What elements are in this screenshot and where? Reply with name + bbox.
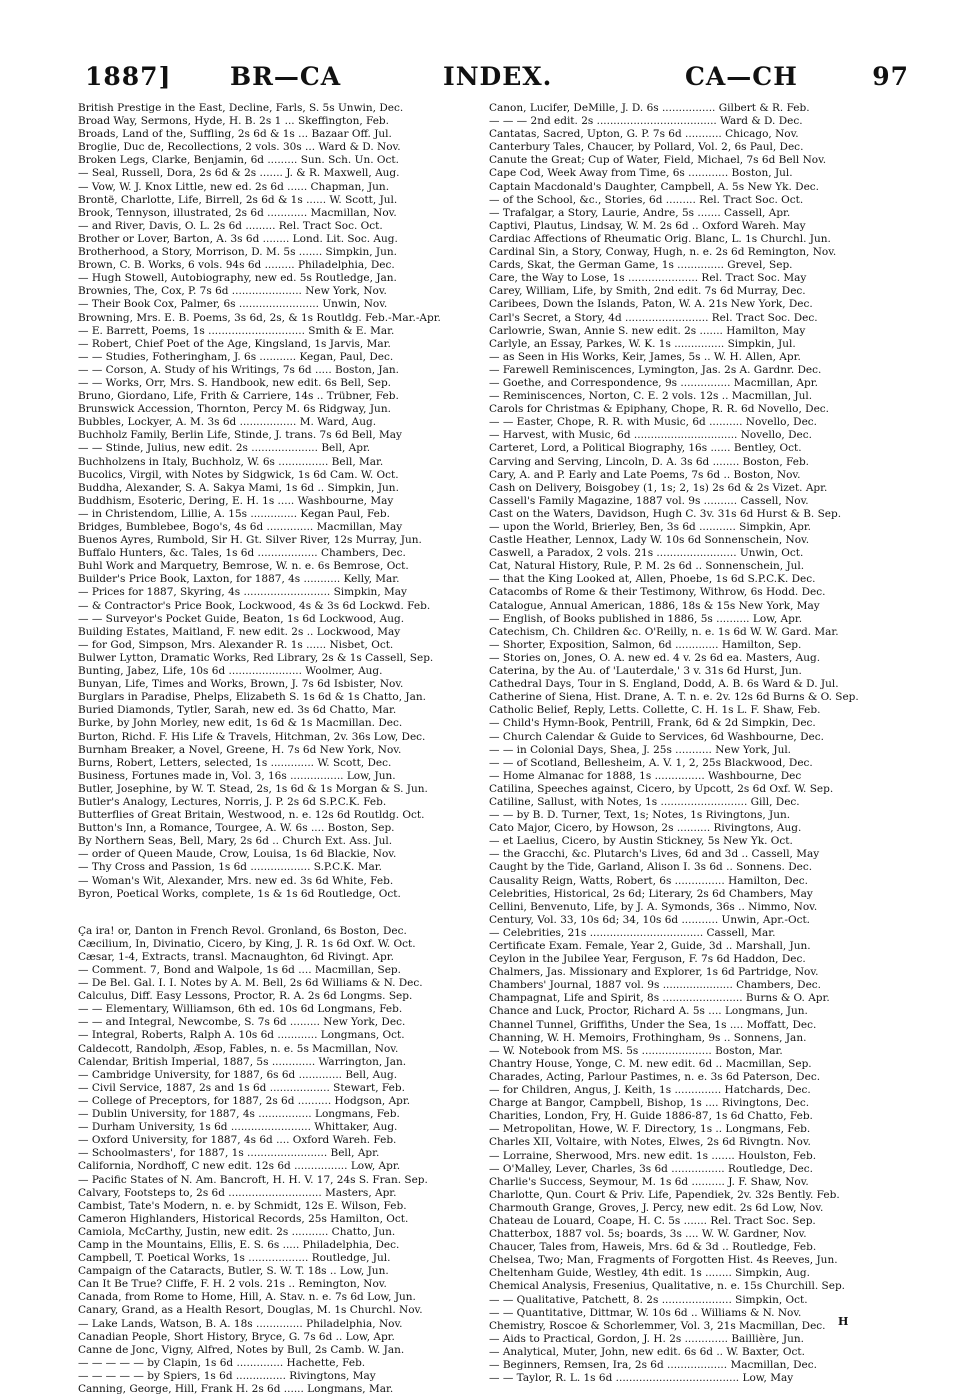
index-entry: Buchholzens in Italy, Buchholz, W. 6s ............... Bell, Mar. xyxy=(78,455,384,468)
index-entry: Builder's Price Book, Laxton, for 1887, 4s ........... Kelly, Mar. xyxy=(78,573,400,586)
left-column xyxy=(78,102,486,1396)
index-entry: — — by B. D. Turner, Text, 1s; Notes, 1s Rivingtons, Jun. xyxy=(489,809,791,822)
index-entry: — Woman's Wit, Alexander, Mrs. new ed. 3s 6d White, Feb. xyxy=(78,874,394,887)
index-entry: — W. Notebook from MS. 5s ..................... Boston, Mar. xyxy=(489,1044,783,1057)
index-entry: Charles XII, Voltaire, with Notes, Elwes, 2s 6d Rivngtn. Nov. xyxy=(489,1136,811,1149)
index-entry: Buddha, Alexander, S. A. Sakya Mami, 1s 6d .. Simpkin, Jun. xyxy=(78,481,399,494)
index-entry: Brontë, Charlotte, Life, Birrell, 2s 6d & 1s ...... W. Scott, Jul. xyxy=(78,193,398,206)
index-entry: Brother or Lover, Barton, A. 3s 6d ........ Lond. Lit. Soc. Aug. xyxy=(78,232,398,245)
index-entry: Century, Vol. 33, 10s 6d; 34, 10s 6d ........... Unwin, Apr.-Oct. xyxy=(489,913,811,926)
index-entry: — E. Barrett, Poems, 1s ............................. Smith & E. Mar. xyxy=(78,324,395,337)
index-entry: — Metropolitan, Howe, W. F. Directory, 1s .. Longmans, Feb. xyxy=(489,1123,811,1136)
index-entry: — Beginners, Remsen, Ira, 2s 6d .................. Macmillan, Dec. xyxy=(489,1359,817,1371)
index-entry: Burnham Breaker, a Novel, Greene, H. 7s 6d New York, Nov. xyxy=(78,743,402,756)
index-entry: Brotherhood, a Story, Morrison, D. M. 5s ....... Simpkin, Jun. xyxy=(78,246,397,259)
index-entry: Cheltenham Guide, Westley, 4th edit. 1s ........ Simpkin, Aug. xyxy=(489,1267,810,1280)
index-entry: Carl's Secret, a Story, 4d ......................... Rel. Tract Soc. Dec. xyxy=(489,311,818,324)
index-entry: Carving and Serving, Lincoln, D. A. 3s 6d ........ Boston, Feb. xyxy=(489,455,810,468)
index-entry: Camp in the Mountains, Ellis, E. S. 6s ..... Philadelphia, Dec. xyxy=(78,1238,400,1251)
index-entry: Cambist, Tate's Modern, n. e. by Schmidt, 12s E. Wilson, Feb. xyxy=(78,1199,407,1212)
index-entry: Cardinal Sin, a Story, Conway, Hugh, n. e. 2s 6d Remington, Nov. xyxy=(489,246,837,259)
index-entry: Brownies, The, Cox, P. 7s 6d ..................... New York, Nov. xyxy=(78,285,387,298)
index-entry: Buenos Ayres, Rumbold, Sir H. Gt. Silver River, 12s Murray, Jun. xyxy=(78,534,422,547)
index-entry: — — Studies, Fotheringham, J. 6s ........... Kegan, Paul, Dec. xyxy=(78,350,394,363)
index-entry: Chemical Analysis, Fresenius, Qualitative, n. e. 15s Churchill. Sep. xyxy=(489,1280,846,1293)
index-entry: Campaign of the Cataracts, Butler, S. W. T. 18s .. Low, Jun. xyxy=(78,1265,389,1278)
index-entry: Campbell, T. Poetical Works, 1s .................. Routledge, Jul. xyxy=(78,1252,391,1265)
index-entry: Broads, Land of the, Suffling, 2s 6d & 1s ... Bazaar Off. Jul. xyxy=(78,128,392,141)
index-entry: — order of Queen Maude, Crow, Louisa, 1s 6d Blackie, Nov. xyxy=(78,848,397,861)
index-entry: By Northern Seas, Bell, Mary, 2s 6d .. Church Ext. Ass. Jul. xyxy=(78,835,393,848)
index-entry: Buried Diamonds, Tytler, Sarah, new ed. 3s 6d Chatto, Mar. xyxy=(78,704,397,717)
index-entry: Causality Reign, Watts, Robert, 6s ............... Hamilton, Dec. xyxy=(489,874,808,887)
index-entry: Channing, W. H. Memoirs, Frothingham, 9s .. Sonnens, Jan. xyxy=(489,1031,807,1044)
index-entry: Caterina, by the Au. of 'Lauterdale,' 3 v. 31s 6d Hurst, Jun. xyxy=(489,665,802,678)
index-entry: — College of Preceptors, for 1887, 2s 6d .......... Hodgson, Apr. xyxy=(78,1094,411,1107)
index-entry: Catiline, Sallust, with Notes, 1s .......................... Gill, Dec. xyxy=(489,795,800,808)
index-entry: Cape Cod, Week Away from Time, 6s ............ Boston, Jul. xyxy=(489,167,793,180)
index-entry: Button's Inn, a Romance, Tourgee, A. W. 6s .... Boston, Sep. xyxy=(78,822,395,835)
index-entry: — — Corson, A. Study of his Writings, 7s 6d ..... Boston, Jan. xyxy=(78,363,399,376)
index-entry: Catalogue, Annual American, 1886, 18s & 15s New York, May xyxy=(489,599,820,612)
index-entry: Chatterbox, 1887 vol. 5s; boards, 3s .... W. W. Gardner, Nov. xyxy=(489,1228,807,1241)
index-entry: Browning, Mrs. E. B. Poems, 3s 6d, 2s, & 1s Routldg. Feb.-Mar.-Apr. xyxy=(78,311,441,324)
index-entry: Chalmers, Jas. Missionary and Explorer, 1s 6d Partridge, Nov. xyxy=(489,966,819,979)
index-entry: Bunyan, Life, Times and Works, Brown, J. 7s 6d Isbister, Nov. xyxy=(78,678,404,691)
index-entry: Cæsar, 1-4, Extracts, transl. Macnaughton, 6d Rivingt. Apr. xyxy=(78,950,394,963)
index-entry: — Church Calendar & Guide to Services, 6d Washbourne, Dec. xyxy=(489,730,824,743)
index-entry: Caught by the Tide, Garland, Alison I. 3s 6d .. Sonnens. Dec. xyxy=(489,861,813,874)
index-entry: — — Works, Orr, Mrs. S. Handbook, new edit. 6s Bell, Sep. xyxy=(78,376,392,389)
index-entry: — Dublin University, for 1887, 4s ................ Longmans, Feb. xyxy=(78,1108,400,1121)
index-entry: Cards, Skat, the German Game, 1s .............. Grevel, Sep. xyxy=(489,259,793,272)
index-entry: — upon the World, Brierley, Ben, 3s 6d ........... Simpkin, Apr. xyxy=(489,521,812,533)
index-entry: Canon, Lucifer, DeMille, J. D. 6s ................ Gilbert & R. Feb. xyxy=(489,102,810,114)
index-entry: Cat, Natural History, Rule, P. M. 2s 6d .. Sonnenschein, Jul. xyxy=(489,560,805,573)
index-entry: — — in Colonial Days, Shea, J. 25s ........... New York, Jul. xyxy=(489,743,792,756)
index-entry: Brown, C. B. Works, 6 vols. 94s 6d ......... Philadelphia, Dec. xyxy=(78,259,395,272)
index-entry: Canterbury Tales, Chaucer, by Pollard, Vol. 2, 6s Paul, Dec. xyxy=(489,141,804,154)
index-entry: Bridges, Bumblebee, Bogo's, 4s 6d .............. Macmillan, May xyxy=(78,521,403,533)
index-entry: Burton, Richd. F. His Life & Travels, Hitchman, 2v. 36s Low, Dec. xyxy=(78,730,426,743)
index-entry: Burglars in Paradise, Phelps, Elizabeth S. 1s 6d & 1s Chatto, Jan. xyxy=(78,691,426,704)
header-left-range: BR—CA xyxy=(230,62,342,91)
index-entry: Captain Macdonald's Daughter, Campbell, A. 5s New Yk. Dec. xyxy=(489,180,820,193)
index-entry: — O'Malley, Lever, Charles, 3s 6d ................ Routledge, Dec. xyxy=(489,1162,813,1175)
index-entry: — Cambridge University, for 1887, 6s 6d ............. Bell, Aug. xyxy=(78,1068,398,1081)
index-entry: — Lorraine, Sherwood, Mrs. new edit. 1s ....... Houlston, Feb. xyxy=(489,1149,817,1162)
index-entry: — that the King Looked at, Allen, Phoebe, 1s 6d S.P.C.K. Dec. xyxy=(489,573,816,586)
index-entry: Bruno, Giordano, Life, Frith & Carriere, 14s .. Trübner, Feb. xyxy=(78,390,399,403)
index-entry: — et Laelius, Cicero, by Austin Stickney, 5s New Yk. Oct. xyxy=(489,835,793,848)
index-entry: — Analytical, Muter, John, new edit. 6s 6d .. W. Baxter, Oct. xyxy=(489,1345,805,1358)
index-entry: Chateau de Louard, Coape, H. C. 5s ....... Rel. Tract Soc. Sep. xyxy=(489,1214,816,1227)
index-entry: Carols for Christmas & Epiphany, Chope, R. R. 6d Novello, Dec. xyxy=(489,403,830,416)
section-gap xyxy=(78,901,486,925)
page-number: 97 xyxy=(872,62,909,91)
header-title: INDEX. xyxy=(443,62,553,91)
index-entry: — Thy Cross and Passion, 1s 6d .................. S.P.C.K. Mar. xyxy=(78,861,382,874)
index-entry: Can It Be True? Cliffe, F. H. 2 vols. 21s .. Remington, Nov. xyxy=(78,1278,387,1291)
index-entry: Cantatas, Sacred, Upton, G. P. 7s 6d ........... Chicago, Nov. xyxy=(489,128,799,141)
index-entry: Cathedral Days, Tour in S. England, Dodd, A. B. 6s Ward & D. Jul. xyxy=(489,678,839,691)
index-entry: Butler, Josephine, by W. T. Stead, 2s, 1s 6d & 1s Morgan & S. Jun. xyxy=(78,782,428,795)
index-entry: Carlowrie, Swan, Annie S. new edit. 2s ....... Hamilton, May xyxy=(489,324,806,337)
index-entry: Carlyle, an Essay, Parkes, W. K. 1s ............... Simpkin, Jul. xyxy=(489,337,796,350)
index-entry: Cameron Highlanders, Historical Records, 25s Hamilton, Oct. xyxy=(78,1212,409,1225)
index-entry: Chantry House, Yonge, C. M. new edit. 6d .. Macmillan, Sep. xyxy=(489,1057,812,1070)
index-entry: Buddhism, Esoteric, Dering, E. H. 1s ..... Washbourne, May xyxy=(78,494,394,507)
index-entry: Buffalo Hunters, &c. Tales, 1s 6d .................. Chambers, Dec. xyxy=(78,547,406,560)
index-entry: Cast on the Waters, Davidson, Hugh C. 3v. 31s 6d Hurst & B. Sep. xyxy=(489,507,842,520)
index-entry: — of the School, &c., Stories, 6d ......... Rel. Tract Soc. Oct. xyxy=(489,193,804,206)
index-entry: Buhl Work and Marquetry, Bemrose, W. n. e. 6s Bemrose, Oct. xyxy=(78,560,409,573)
index-entry: Charities, London, Fry, H. Guide 1886-87, 1s 6d Chatto, Feb. xyxy=(489,1110,813,1123)
index-entry: — Farewell Reminiscences, Lymington, Jas. 2s A. Gardnr. Dec. xyxy=(489,363,822,376)
index-entry: Carey, William, Life, by Smith, 2nd edit. 7s 6d Murray, Dec. xyxy=(489,285,806,298)
signature-mark: H xyxy=(838,1315,849,1328)
index-entry: — & Contractor's Price Book, Lockwood, 4s & 3s 6d Lockwd. Feb. xyxy=(78,599,431,612)
index-entry: Charlotte, Qun. Court & Priv. Life, Papendiek, 2v. 32s Bently. Feb. xyxy=(489,1188,840,1201)
index-entry: — Comment. 7, Bond and Walpole, 1s 6d .... Macmillan, Sep. xyxy=(78,964,401,976)
index-entry: — — — — — by Clapin, 1s 6d .............. Hachette, Feb. xyxy=(78,1356,366,1369)
index-entry: Catherine of Siena, Hist. Drane, A. T. n. e. 2v. 12s 6d Burns & O. Sep. xyxy=(489,691,859,704)
index-entry: — Schoolmasters', for 1887, 1s ........................ Bell, Apr. xyxy=(78,1147,380,1160)
index-entry: Canning, George, Hill, Frank H. 2s 6d ...... Longmans, Mar. xyxy=(78,1383,394,1395)
index-entry: — Celebrities, 21s .................................. Cassell, Mar. xyxy=(489,926,776,939)
index-entry: — Stories on, Jones, O. A. new ed. 4 v. 2s 6d ea. Masters, Aug. xyxy=(489,651,821,664)
index-entry: Bunting, Jabez, Life, 10s 6d ...................... Woolmer, Aug. xyxy=(78,665,383,678)
index-entry: — Durham University, 1s 6d ........................ Whittaker, Aug. xyxy=(78,1121,398,1134)
index-entry: Calvary, Footsteps to, 2s 6d ............................ Masters, Apr. xyxy=(78,1186,397,1199)
index-entry: Charades, Acting, Parlour Pastimes, n. e. 3s 6d Paterson, Dec. xyxy=(489,1070,821,1083)
index-entry: Catacombs of Rome & their Testimony, Withrow, 6s Hodd. Dec. xyxy=(489,586,826,599)
index-entry: Catholic Belief, Reply, Letts. Collette, C. H. 1s L. F. Shaw, Feb. xyxy=(489,704,821,717)
index-entry: Charlie's Success, Seymour, M. 1s 6d .......... J. F. Shaw, Nov. xyxy=(489,1175,809,1188)
index-entry: — Aids to Practical, Gordon, J. H. 2s ............. Baillière, Jun. xyxy=(489,1332,804,1345)
index-entry: Castle Heather, Lennox, Lady W. 10s 6d Sonnenschein, Nov. xyxy=(489,534,810,547)
index-entry: — Home Almanac for 1888, 1s ............... Washbourne, Dec xyxy=(489,769,802,782)
index-entry: — Vow, W. J. Knox Little, new ed. 2s 6d ...... Chapman, Jun. xyxy=(78,180,390,193)
index-entry: Certificate Exam. Female, Year 2, Guide, 3d .. Marshall, Jun. xyxy=(489,940,811,952)
index-entry: — — — 2nd edit. 2s .................................... Ward & D. Dec. xyxy=(489,115,803,128)
index-entry: Caribees, Down the Islands, Paton, W. A. 21s New York, Dec. xyxy=(489,298,813,311)
index-entry: Canne de Jonc, Vigny, Alfred, Notes by Bull, 2s Camb. W. Jan. xyxy=(78,1343,405,1356)
index-entry: Chelsea, Two; Man, Fragments of Forgotten Hist. 4s Reeves, Jun. xyxy=(489,1254,838,1267)
index-entry: Brook, Tennyson, illustrated, 2s 6d ............ Macmillan, Nov. xyxy=(78,206,397,219)
index-entry: Ça ira! or, Danton in French Revol. Gronland, 6s Boston, Dec. xyxy=(78,924,407,937)
index-entry: — Seal, Russell, Dora, 2s 6d & 2s ....... J. & R. Maxwell, Aug. xyxy=(78,167,400,180)
index-entry: Canary, Grand, as a Health Resort, Douglas, M. 1s Churchl. Nov. xyxy=(78,1304,423,1317)
index-entry: — as Seen in His Works, Keir, James, 5s .. W. H. Allen, Apr. xyxy=(489,350,801,363)
index-entry: Burke, by John Morley, new edit, 1s 6d & 1s Macmillan. Dec. xyxy=(78,717,403,730)
index-entry: — Their Book Cox, Palmer, 6s ........................ Unwin, Nov. xyxy=(78,298,388,311)
index-entry: Celebrities, Historical, 2s 6d; Literary, 2s 6d Chambers, May xyxy=(489,887,813,900)
index-entry: — Pacific States of N. Am. Bancroft, H. H. V. 17, 24s S. Fran. Sep. xyxy=(78,1173,428,1186)
index-entry: Burns, Robert, Letters, selected, 1s ............. W. Scott, Dec. xyxy=(78,756,392,769)
index-entry: — De Bel. Gal. I. I. Notes by A. M. Bell, 2s 6d Williams & N. Dec. xyxy=(78,977,423,990)
index-entry: — Lake Lands, Watson, B. A. 18s .............. Philadelphia, Nov. xyxy=(78,1317,403,1330)
index-entry: Bubbles, Lockyer, A. M. 3s 6d ................. M. Ward, Aug. xyxy=(78,416,377,429)
index-entry: — in Christendom, Lillie, A. 15s .............. Kegan Paul, Feb. xyxy=(78,507,390,520)
index-entry: — Civil Service, 1887, 2s and 1s 6d .................. Stewart, Feb. xyxy=(78,1081,405,1094)
right-column xyxy=(489,102,889,1385)
index-entry: Chaucer, Tales from, Haweis, Mrs. 6d & 3d .. Routledge, Feb. xyxy=(489,1241,817,1254)
index-entry: Channel Tunnel, Griffiths, Under the Sea, 1s .... Moffatt, Dec. xyxy=(489,1018,817,1031)
index-entry: Canadian People, Short History, Bryce, G. 7s 6d .. Low, Apr. xyxy=(78,1330,395,1343)
index-entry: Charge at Bangor, Campbell, Bishop, 1s .... Rivingtons, Dec. xyxy=(489,1097,810,1110)
index-entry: — Goethe, and Correspondence, 9s ............... Macmillan, Apr. xyxy=(489,376,818,389)
index-entry: Cardiac Affections of Rheumatic Orig. Blanc, L. 1s Churchl. Jun. xyxy=(489,232,831,245)
index-entry: Catechism, Ch. Children &c. O'Reilly, n. e. 1s 6d W. W. Gard. Mar. xyxy=(489,625,839,638)
index-entry: — Trafalgar, a Story, Laurie, Andre, 5s ....... Cassell, Apr. xyxy=(489,206,791,219)
index-entry: — Oxford University, for 1887, 4s 6d .... Oxford Wareh. Feb. xyxy=(78,1134,397,1147)
index-entry: — the Gracchi, &c. Plutarch's Lives, 6d and 3d .. Cassell, May xyxy=(489,848,820,861)
index-entry: Catilina, Speeches against, Cicero, by Upcott, 2s 6d Oxf. W. Sep. xyxy=(489,782,834,795)
index-entry: British Prestige in the East, Decline, Farls, S. 5s Unwin, Dec. xyxy=(78,102,404,114)
index-entry: Business, Fortunes made in, Vol. 3, 16s ................ Low, Jun. xyxy=(78,769,396,782)
index-entry: Building Estates, Maitland, F. new edit. 2s .. Lockwood, May xyxy=(78,625,401,638)
index-entry: — Prices for 1887, Skyring, 4s .......................... Simpkin, May xyxy=(78,586,407,599)
index-entry: — for Children, Angus, J. Keith, 1s .............. Hatchards, Dec. xyxy=(489,1084,811,1097)
index-entry: Buchholz Family, Berlin Life, Stinde, J. trans. 7s 6d Bell, May xyxy=(78,429,402,442)
index-entry: Canute the Great; Cup of Water, Field, Michael, 7s 6d Bell Nov. xyxy=(489,154,827,167)
index-entry: — English, of Books published in 1886, 5s .......... Low, Apr. xyxy=(489,612,803,625)
index-entry: Broglie, Duc de, Recollections, 2 vols. 30s ... Ward & D. Nov. xyxy=(78,141,401,154)
index-entry: Cary, A. and P. Early and Late Poems, 7s 6d .. Boston, Nov. xyxy=(489,468,801,481)
index-entry: — Robert, Chief Poet of the Age, Kingsland, 1s Jarvis, Mar. xyxy=(78,337,391,350)
index-entry: Canada, from Rome to Home, Hill, A. Stav. n. e. 7s 6d Low, Jun. xyxy=(78,1291,416,1304)
index-entry: — Shorter, Exposition, Salmon, 6d ............. Hamilton, Sep. xyxy=(489,638,802,651)
index-entry: Cato Major, Cicero, by Howson, 2s .......... Rivingtons, Aug. xyxy=(489,822,802,835)
index-entry: Bucolics, Virgil, with Notes by Sidgwick, 1s 6d Cam. W. Oct. xyxy=(78,468,399,481)
header-right-range: CA—CH xyxy=(685,62,798,91)
index-entry: — — Qualitative, Patchett, 8. 2s ..................... Simpkin, Oct. xyxy=(489,1293,808,1306)
index-entry: Care, the Way to Lose, 1s ..................... Rel. Tract Soc. May xyxy=(489,272,807,285)
index-entry: — Reminiscences, Norton, C. E. 2 vols. 12s .. Macmillan, Jul. xyxy=(489,390,813,403)
index-entry: Ceylon in the Jubilee Year, Ferguson, F. 7s 6d Haddon, Dec. xyxy=(489,953,806,966)
index-entry: Captivi, Plautus, Lindsay, W. M. 2s 6d .. Oxford Wareh. May xyxy=(489,219,806,232)
page-header xyxy=(85,62,909,96)
index-entry: — and River, Davis, O. L. 2s 6d ......... Rel. Tract Soc. Oct. xyxy=(78,219,383,232)
index-entry: Broad Way, Sermons, Hyde, H. B. 2s 1 ... Skeffington, Feb. xyxy=(78,115,389,128)
index-entry: — — — — — by Spiers, 1s 6d ............... Rivingtons, May xyxy=(78,1369,376,1382)
index-entry: Calendar, British Imperial, 1887, 5s ............. Warrington, Jan. xyxy=(78,1055,407,1068)
index-entry: — — Easter, Chope, R. R. with Music, 6d .......... Novello, Dec. xyxy=(489,416,818,429)
index-entry: Brunswick Accession, Thornton, Percy M. 6s Ridgway, Jun. xyxy=(78,403,391,416)
index-entry: Chemistry, Roscoe & Schorlemmer, Vol. 3, 21s Macmillan, Dec. xyxy=(489,1319,826,1332)
index-entry: Chambers' Journal, 1887 vol. 9s ..................... Chambers, Dec. xyxy=(489,979,822,992)
index-entry: Camiola, McCarthy, Justin, new edit. 2s ........... Chatto, Jun. xyxy=(78,1225,396,1238)
index-entry: Charmouth Grange, Groves, J. Percy, new edit. 2s 6d Low, Nov. xyxy=(489,1201,824,1214)
index-entry: Champagnat, Life and Spirit, 8s ........................ Burns & O. Apr. xyxy=(489,992,830,1005)
index-entry: Bulwer Lytton, Dramatic Works, Red Library, 2s & 1s Cassell, Sep. xyxy=(78,651,434,664)
index-entry: Cellini, Benvenuto, Life, by J. A. Symonds, 36s .. Nimmo, Nov. xyxy=(489,900,818,913)
index-entry: — — Surveyor's Pocket Guide, Beaton, 1s 6d Lockwood, Aug. xyxy=(78,612,405,625)
index-entry: — — Quantitative, Dittmar, W. 10s 6d .. Williams & N. Nov. xyxy=(489,1306,802,1319)
index-entry: — Child's Hymn-Book, Pentrill, Frank, 6d & 2d Simpkin, Dec. xyxy=(489,717,816,730)
index-entry: Cæcilium, In, Divinatio, Cicero, by King, J. R. 1s 6d Oxf. W. Oct. xyxy=(78,937,416,950)
index-entry: Butterflies of Great Britain, Westwood, n. e. 12s 6d Routldg. Oct. xyxy=(78,809,425,822)
index-entry: — for God, Simpson, Mrs. Alexander R. 1s ...... Nisbet, Oct. xyxy=(78,638,394,651)
index-entry: Butler's Analogy, Lectures, Norris, J. P. 2s 6d S.P.C.K. Feb. xyxy=(78,795,387,808)
index-entry: Byron, Poetical Works, complete, 1s & 1s 6d Routledge, Oct. xyxy=(78,887,401,900)
index-entry: Cassell's Family Magazine, 1887 vol. 9s .......... Cassell, Nov. xyxy=(489,494,809,507)
index-entry: Calculus, Diff. Easy Lessons, Proctor, R. A. 2s 6d Longms. Sep. xyxy=(78,990,413,1003)
index-entry: — — Elementary, Williamson, 6th ed. 10s 6d Longmans, Feb. xyxy=(78,1003,403,1016)
header-year: 1887] xyxy=(85,62,172,91)
index-entry: — Hugh Stowell, Autobiography, new ed. 5s Routledge, Jan. xyxy=(78,272,397,285)
index-entry: — — Taylor, R. L. 1s 6d ..................................... Low, May xyxy=(489,1372,794,1385)
index-entry: — — of Scotland, Bellesheim, A. V. 1, 2, 25s Blackwood, Dec. xyxy=(489,756,813,769)
index-entry: — Harvest, with Music, 6d ............................... Novello, Dec. xyxy=(489,429,812,442)
index-entry: Carteret, Lord, a Political Biography, 16s ...... Bentley, Oct. xyxy=(489,442,802,455)
index-entry: California, Nordhoff, C new edit. 12s 6d ................ Low, Apr. xyxy=(78,1160,401,1173)
index-entry: Broken Legs, Clarke, Benjamin, 6d ......... Sun. Sch. Un. Oct. xyxy=(78,154,399,167)
index-entry: Caldecott, Randolph, Æsop, Fables, n. e. 5s Macmillan, Nov. xyxy=(78,1042,399,1055)
index-entry: Chance and Luck, Proctor, Richard A. 5s .... Longmans, Jun. xyxy=(489,1005,808,1018)
index-entry: — — and Integral, Newcombe, S. 7s 6d ......... New York, Dec. xyxy=(78,1016,406,1029)
index-entry: — — Stinde, Julius, new edit. 2s .................... Bell, Apr. xyxy=(78,442,371,455)
index-entry: Caswell, a Paradox, 2 vols. 21s ........................ Unwin, Oct. xyxy=(489,547,804,560)
index-entry: — Integral, Roberts, Ralph A. 10s 6d ............ Longmans, Oct. xyxy=(78,1029,405,1042)
index-entry: Cash on Delivery, Boisgobey (1, 1s; 2, 1s) 2s 6d & 2s Vizet. Apr. xyxy=(489,481,828,494)
